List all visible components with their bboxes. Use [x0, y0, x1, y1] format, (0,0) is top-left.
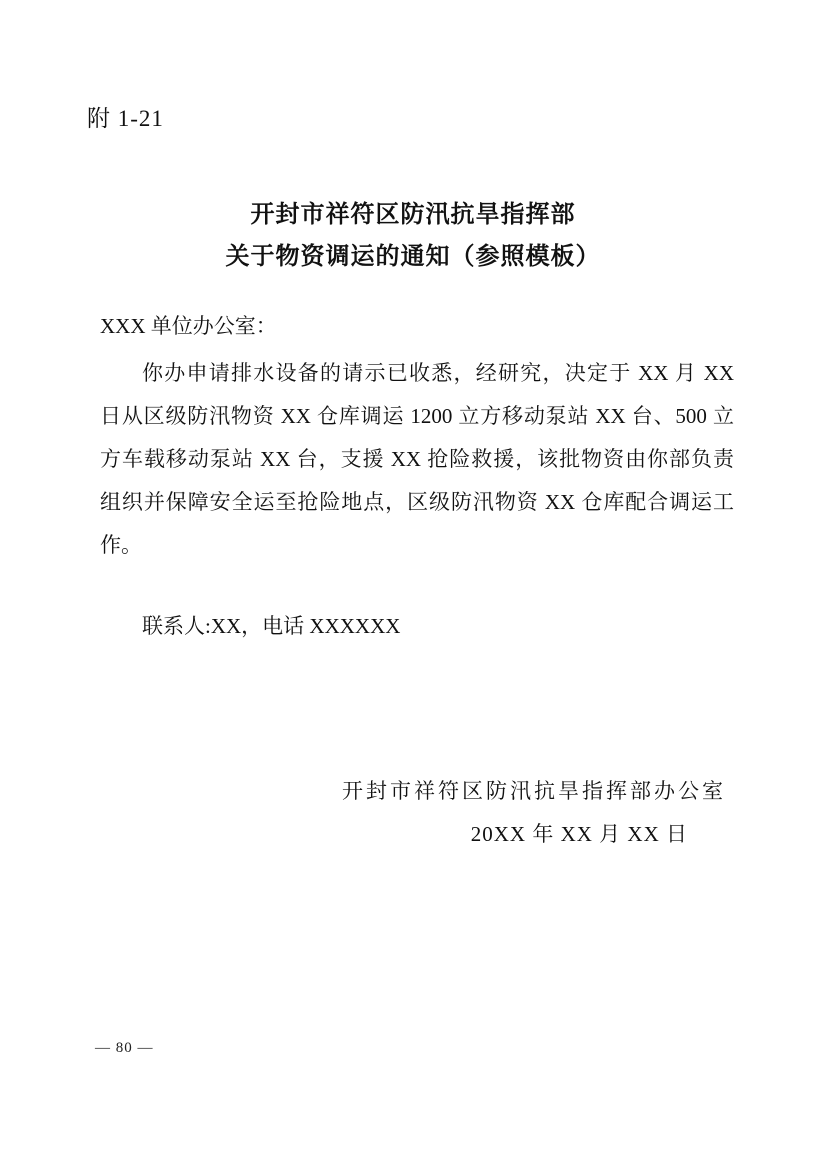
body-line: 日从区级防汛物资 XX 仓库调运 1200 立方移动泵站 XX 台、500 立 — [100, 404, 734, 428]
body-line: 作。 — [100, 533, 142, 557]
body-line: 你办申请排水设备的请示已收悉，经研究，决定于 XX 月 XX — [142, 361, 734, 385]
body-paragraph — [100, 352, 734, 567]
contact-line: 联系人:XX，电话 XXXXXX — [142, 614, 401, 638]
signature-line: 开封市祥符区防汛抗旱指挥部办公室 — [342, 779, 726, 803]
date-line: 20XX 年 XX 月 XX 日 — [470, 822, 688, 846]
salutation: XXX 单位办公室： — [100, 314, 277, 338]
document-title-line2: 关于物资调运的通知（参照模板） — [225, 244, 601, 270]
page-number: — 80 — — [95, 1040, 154, 1056]
body-line: 方车载移动泵站 XX 台，支援 XX 抢险救援，该批物资由你部负责 — [100, 447, 734, 471]
attachment-label: 附 1-21 — [87, 106, 164, 131]
body-line: 组织并保障安全运至抢险地点，区级防汛物资 XX 仓库配合调运工 — [100, 490, 734, 514]
document-title-line1: 开封市祥符区防汛抗旱指挥部 — [250, 202, 576, 228]
